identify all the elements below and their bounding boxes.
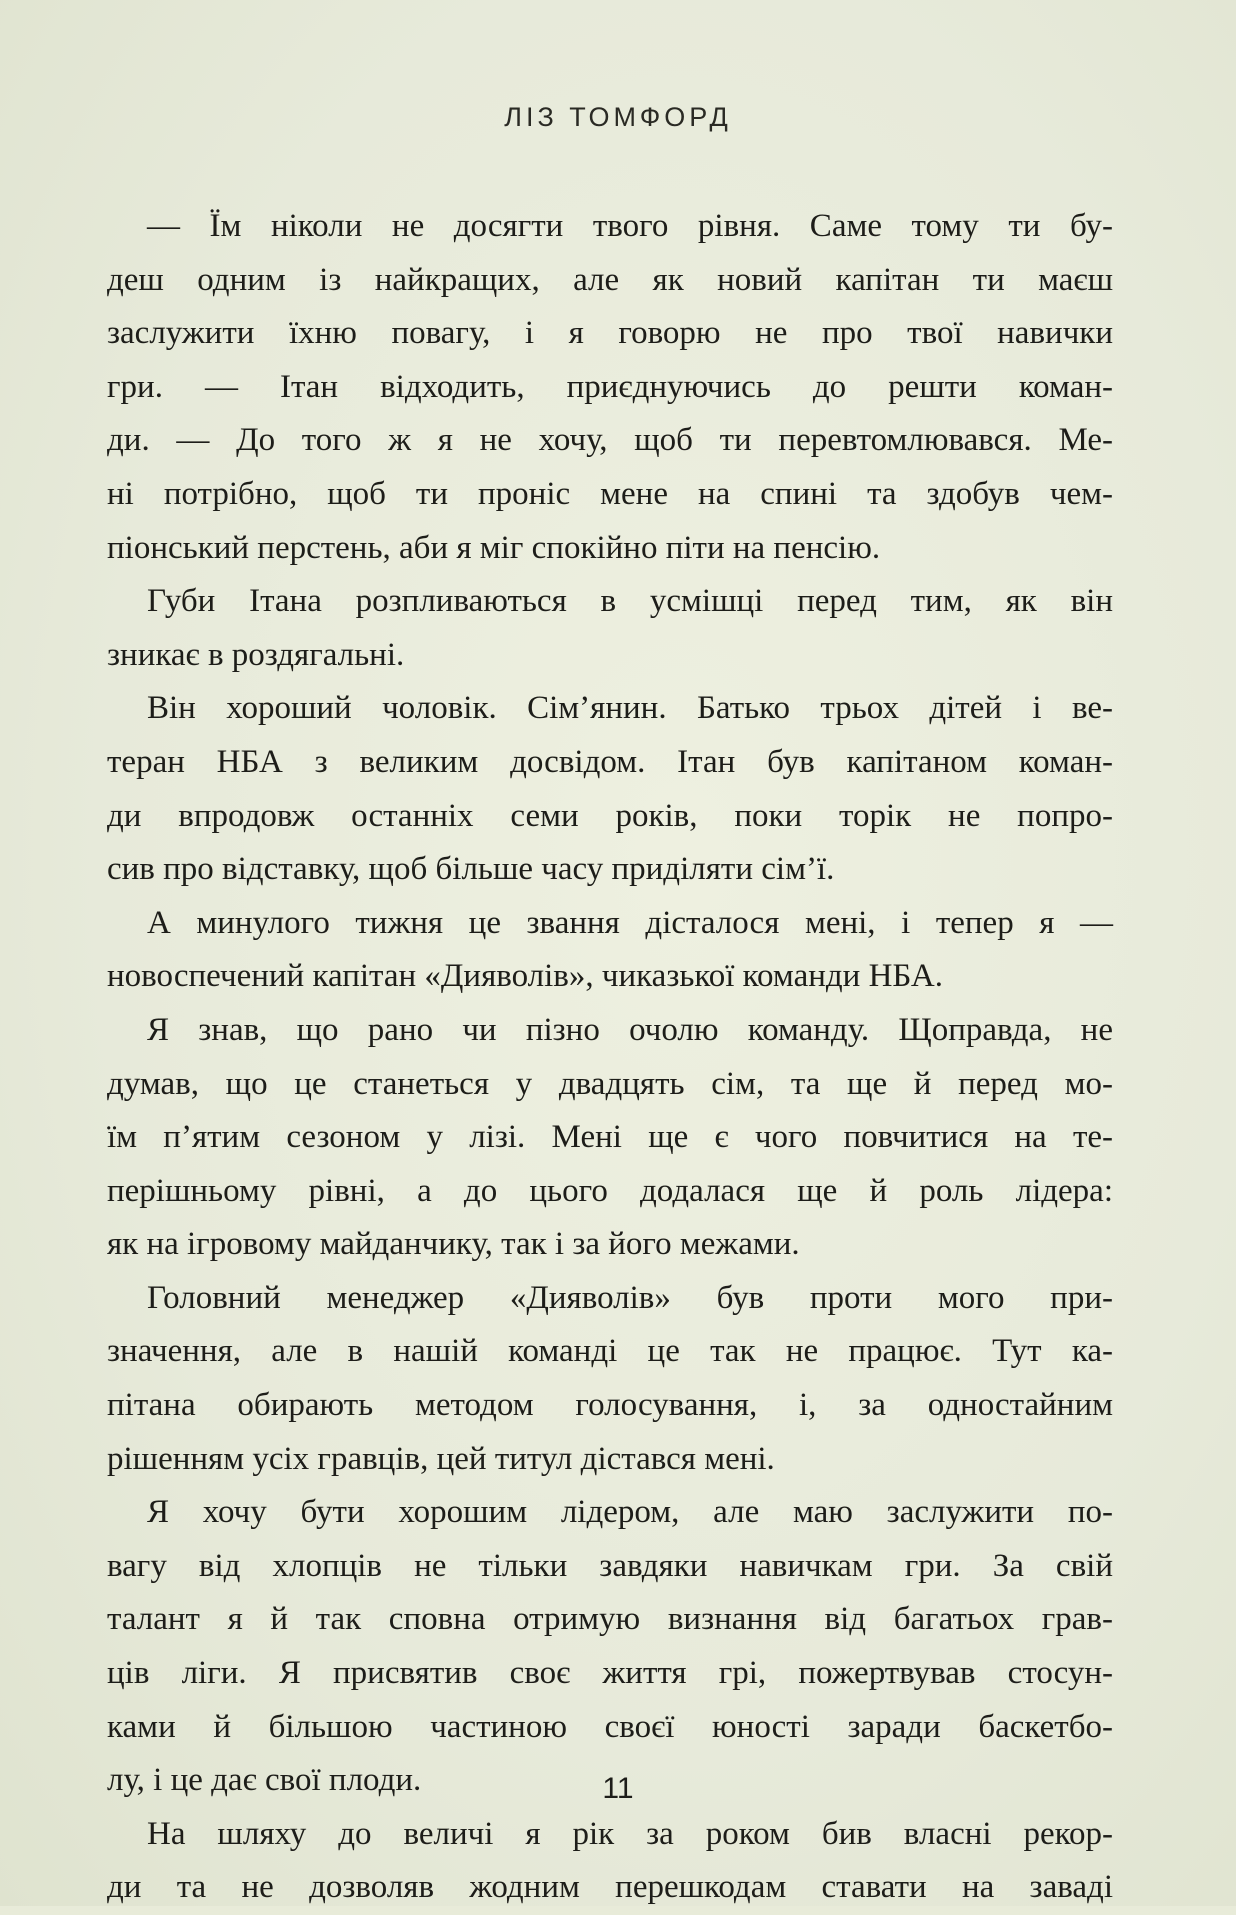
text-line: рішенням усіх гравців, цей титул дістався мені. [107,1440,775,1477]
text-line: ців ліги. Я присвятив своє життя грі, пожертвував стосун- [107,1655,1113,1692]
page-number: 11 [602,1772,634,1805]
text-line: вагу від хлопців не тільки завдяки навичкам гри. За свій [107,1547,1113,1584]
text-line: сив про відставку, щоб більше часу приділяти сім’ї. [107,851,835,888]
text-line: гри. — Ітан відходить, приєднуючись до решти коман- [107,368,1113,405]
text-line: ди впродовж останніх семи років, поки торік не попро- [107,797,1113,834]
text-line: значення, але в нашій команді це так не працює. Тут ка- [107,1333,1113,1370]
body-text [107,200,1113,1915]
text-line: як на ігровому майданчику, так і за його межами. [107,1226,800,1263]
text-line: Я знав, що рано чи пізно очолю команду. Щоправда, не [147,1011,1113,1048]
text-line: Губи Ітана розпливаються в усмішці перед тим, як він [147,583,1113,620]
text-line: їм п’ятим сезоном у лізі. Мені ще є чого повчитися на те- [107,1119,1113,1156]
text-line: лу, і це дає свої плоди. [107,1762,422,1799]
text-line: заслужити їхню повагу, і я говорю не про твої навички [107,315,1113,352]
text-line: ні потрібно, щоб ти проніс мене на спині та здобув чем- [107,475,1113,512]
text-line: теран НБА з великим досвідом. Ітан був капітаном коман- [107,743,1113,780]
text-line: пітана обирають методом голосування, і, за одностайним [107,1387,1113,1424]
text-line: піонський перстень, аби я міг спокійно піти на пенсію. [107,529,881,566]
text-line: перішньому рівні, а до цього додалася ще й роль лідера: [107,1172,1113,1209]
text-line: ди. — До того ж я не хочу, щоб ти перевтомлювався. Ме- [107,422,1113,459]
text-line: А минулого тижня це звання дісталося мені, і тепер я — [147,904,1113,941]
text-line: На шляху до величі я рік за роком бив власні рекор- [147,1815,1113,1852]
text-line: талант я й так сповна отримую визнання від багатьох грав- [107,1601,1113,1638]
text-line: думав, що це станеться у двадцять сім, та ще й перед мо- [107,1065,1113,1102]
text-line: деш одним із найкращих, але як новий капітан ти маєш [107,261,1113,298]
running-head: ЛІЗ ТОМФОРД [504,102,732,132]
text-line: Я хочу бути хорошим лідером, але маю заслужити по- [147,1494,1113,1531]
text-line: — Їм ніколи не досягти твого рівня. Саме тому ти бу- [147,208,1113,244]
text-line: Він хороший чоловік. Сім’янин. Батько трьох дітей і ве- [147,690,1113,727]
text-line: ди та не дозволяв жодним перешкодам ставати на заваді [107,1869,1113,1906]
text-line: новоспечений капітан «Дияволів», чиказької команди НБА. [107,958,944,995]
text-line: зникає в роздягальні. [107,636,405,673]
text-line: ками й більшою частиною своєї юності заради баскетбо- [107,1708,1113,1745]
text-line: Головний менеджер «Дияволів» був проти мого при- [147,1279,1113,1316]
